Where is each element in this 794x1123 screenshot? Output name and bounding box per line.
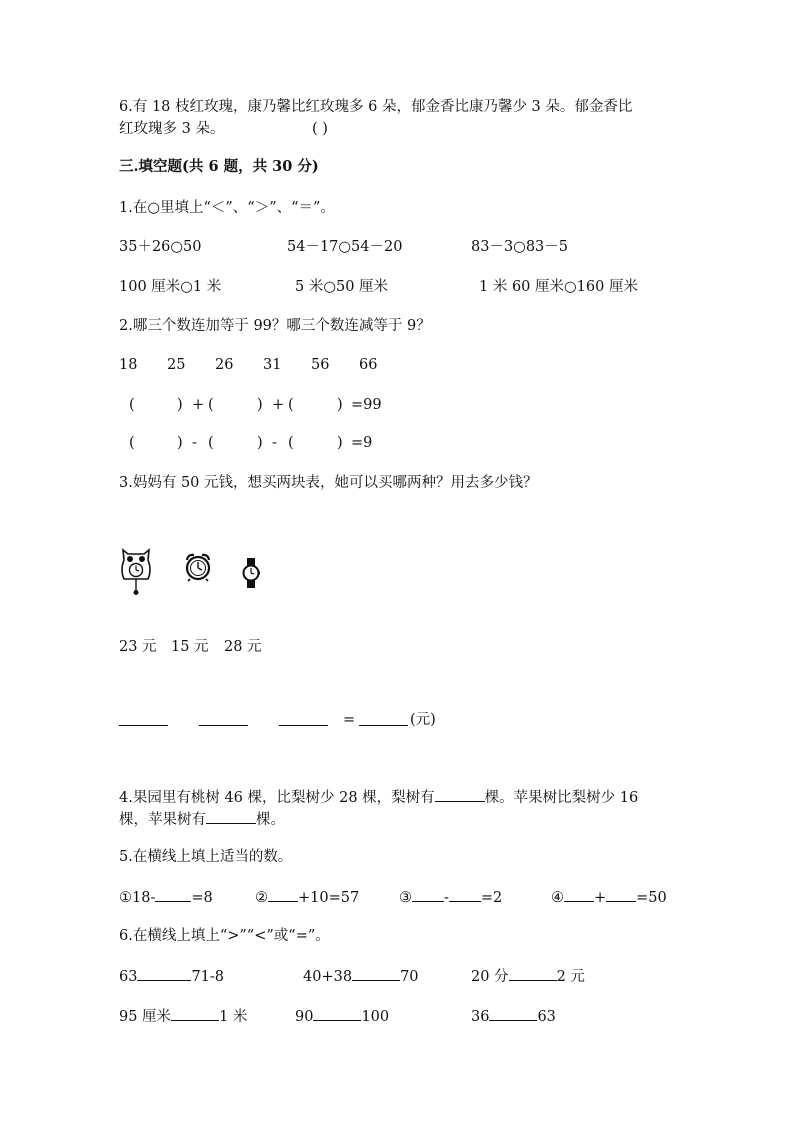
answer-blank[interactable]	[489, 1006, 537, 1021]
q6-comparison	[119, 966, 224, 987]
open-paren: (	[288, 397, 294, 413]
answer-blank[interactable]	[206, 809, 256, 824]
q5-prompt: 5.在横线上填上适当的数。	[119, 849, 293, 865]
open-paren: (	[288, 435, 294, 451]
equals-sign: =	[343, 712, 356, 728]
q5-text: ③	[399, 890, 412, 906]
q1-comparison[interactable]: 5 米○50 厘米	[295, 279, 389, 295]
q6-left: 63	[119, 969, 138, 985]
q5-item	[255, 887, 359, 908]
open-paren: (	[129, 435, 135, 451]
q4-text: 棵。	[256, 812, 285, 828]
owl-clock-icon	[118, 546, 154, 596]
q6-comparison	[471, 966, 585, 987]
section-title: 三.填空题(共 6 题，共 30 分)	[119, 158, 319, 175]
q6-right: 71-8	[191, 969, 225, 985]
answer-blank[interactable]	[606, 887, 636, 902]
open-paren: (	[208, 435, 214, 451]
q5-text: =8	[191, 890, 213, 906]
price-label: 15 元	[171, 639, 209, 655]
q2-number: 26	[215, 357, 234, 373]
q6-comparison	[119, 1006, 247, 1027]
minus-sign: -	[272, 435, 277, 451]
q2-number: 25	[167, 357, 186, 373]
q4-line-2	[119, 809, 285, 830]
answer-blank[interactable]	[268, 887, 298, 902]
unit-label: (元)	[410, 712, 436, 728]
plus-sign: +	[272, 397, 285, 413]
q5-text: -	[444, 890, 449, 906]
equals-result: =9	[351, 435, 373, 451]
tf-question-line-2: 红玫瑰多 3 朵。	[119, 121, 225, 137]
equals-result: =99	[351, 397, 382, 413]
q6-left: 36	[471, 1009, 490, 1025]
open-paren: (	[129, 397, 135, 413]
q4-text: 棵，苹果树有	[119, 812, 206, 828]
close-paren: )	[177, 435, 183, 451]
q4-text: 棵。苹果树比梨树少 16	[484, 790, 639, 806]
answer-blank[interactable]	[279, 725, 328, 726]
answer-blank[interactable]	[313, 1006, 361, 1021]
tf-question-line-1: 6.有 18 枝红玫瑰，康乃馨比红玫瑰多 6 朵，郁金香比康乃馨少 3 朵。郁金香比	[119, 99, 633, 115]
q5-text: =2	[480, 890, 503, 906]
q6-left: 40+38	[303, 969, 353, 985]
answer-blank[interactable]	[449, 887, 481, 902]
close-paren: )	[337, 435, 343, 451]
open-paren: (	[208, 397, 214, 413]
q4-text: 4.果园里有桃树 46 棵，比梨树少 28 棵，梨树有	[119, 790, 435, 806]
q5-text: ④	[551, 890, 564, 906]
q6-left: 95 厘米	[119, 1009, 172, 1025]
price-label: 23 元	[119, 639, 157, 655]
q5-text: +	[594, 890, 607, 906]
q6-prompt: 6.在横线上填上“>”“<”或“=”。	[119, 928, 330, 944]
q5-item	[119, 887, 213, 908]
q2-number: 66	[359, 357, 378, 373]
answer-blank[interactable]	[564, 887, 594, 902]
close-paren: )	[257, 435, 263, 451]
q1-comparison[interactable]: 54－17○54－20	[287, 239, 403, 255]
alarm-clock-icon	[183, 552, 213, 582]
answer-parentheses[interactable]: ( )	[312, 121, 328, 137]
close-paren: )	[337, 397, 343, 413]
q4-line-1	[119, 787, 638, 808]
answer-blank[interactable]	[199, 725, 248, 726]
answer-blank[interactable]	[509, 966, 557, 981]
q5-text: ①18-	[119, 890, 156, 906]
q6-comparison	[303, 966, 419, 987]
q2-number: 31	[263, 357, 282, 373]
q6-comparison	[471, 1006, 556, 1027]
q6-right: 100	[361, 1009, 390, 1025]
q5-text: ②	[255, 890, 268, 906]
q1-comparison[interactable]: 83－3○83－5	[471, 239, 569, 255]
q2-number: 56	[311, 357, 330, 373]
q1-comparison[interactable]: 100 厘米○1 米	[119, 279, 222, 295]
answer-blank[interactable]	[435, 787, 485, 802]
q6-right: 2 元	[556, 969, 585, 985]
q6-comparison	[295, 1006, 389, 1027]
q1-prompt: 1.在○里填上“＜”、“＞”、“＝”。	[119, 200, 335, 216]
q5-text: +10=57	[298, 890, 360, 906]
q3-prompt: 3.妈妈有 50 元钱，想买两块表，她可以买哪两种？用去多少钱？	[119, 475, 538, 491]
minus-sign: -	[192, 435, 197, 451]
answer-blank[interactable]	[171, 1006, 219, 1021]
q2-prompt: 2.哪三个数连加等于 99？哪三个数连减等于 9？	[119, 318, 431, 334]
q6-right: 1 米	[219, 1009, 248, 1025]
q1-comparison[interactable]: 35＋26○50	[119, 239, 202, 255]
answer-blank[interactable]	[155, 887, 191, 902]
q6-right: 70	[400, 969, 419, 985]
answer-blank[interactable]	[119, 725, 168, 726]
close-paren: )	[177, 397, 183, 413]
close-paren: )	[257, 397, 263, 413]
answer-blank[interactable]	[352, 966, 400, 981]
wristwatch-icon	[241, 557, 261, 589]
q6-left: 90	[295, 1009, 314, 1025]
q1-comparison[interactable]: 1 米 60 厘米○160 厘米	[479, 279, 638, 295]
price-label: 28 元	[224, 639, 262, 655]
answer-blank[interactable]	[359, 725, 408, 726]
q6-left: 20 分	[471, 969, 509, 985]
q5-item	[399, 887, 502, 908]
q6-right: 63	[537, 1009, 556, 1025]
answer-blank[interactable]	[137, 966, 191, 981]
plus-sign: +	[192, 397, 205, 413]
q2-number: 18	[119, 357, 138, 373]
q5-text: =50	[636, 890, 667, 906]
q5-item	[551, 887, 667, 908]
answer-blank[interactable]	[412, 887, 444, 902]
